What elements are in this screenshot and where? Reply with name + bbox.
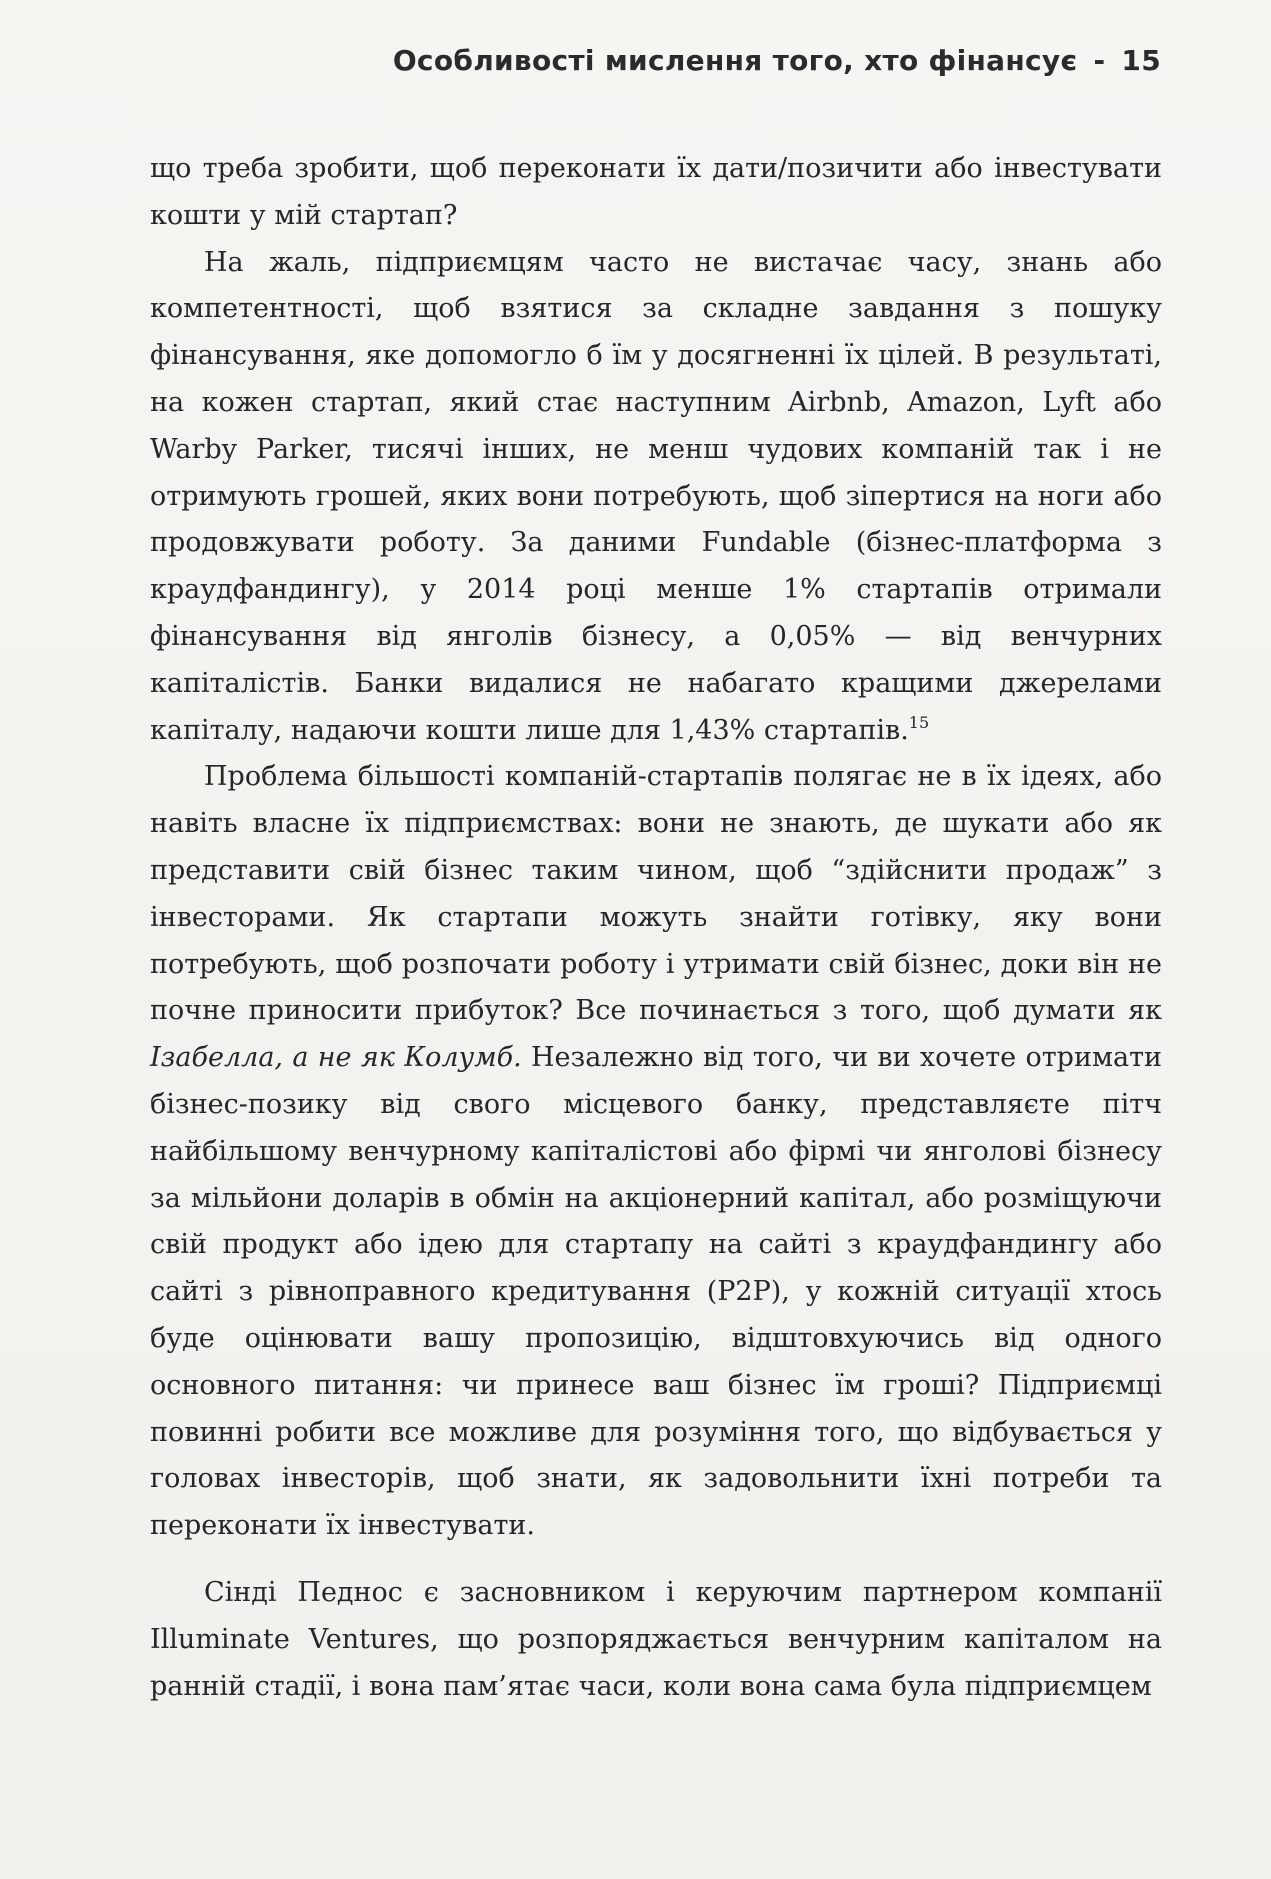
chapter-title: Особливості мислення того, хто фінансує: [392, 44, 1078, 77]
paragraph-text: Сінді Педнос є засновником і керуючим партнером компанії Illuminate Ventures, що розпоряджається венчурним капіталом на ранній стадії, і вона пам’ятає часи, коли вона сама була підприємцем: [150, 1576, 1162, 1702]
paragraph-cindy-padnos: [150, 1570, 1162, 1710]
paragraph-text: що треба зробити, щоб переконати їх дати/позичити або інвестувати кошти у мій стартап?: [150, 153, 1162, 231]
paragraph-text-before: Проблема більшості компаній-стартапів полягає не в їх ідеях, або навіть власне їх підприємствах: вони не знають, де шукати або як представити свій бізнес таким чином, щоб “здійснити продаж” з інвесторами. Як стартапи можуть знайти готівку, яку вони потребують, щоб розпочати роботу і утримати свій бізнес, доки він не почне приносити прибуток? Все починається з того, щоб думати як: [150, 761, 1162, 1027]
paragraph-funding-stats: [150, 240, 1162, 755]
footnote-ref: 15: [908, 712, 930, 732]
header-separator: -: [1093, 44, 1106, 77]
page-number: 15: [1121, 44, 1161, 77]
paragraph-text: На жаль, підприємцям часто не вистачає часу, знань або компетентності, щоб взятися за складне завдання з пошуку фінансування, яке допомогло б їм у досягненні їх цілей. В результаті, на кожен стартап, який стає наступним Airbnb, Amazon, Lyft або Warby Parker, тисячі інших, не менш чудових компаній так і не отримують грошей, яких вони потребують, щоб зіпертися на ноги або продовжувати роботу. За даними Fundable (бізнес-платформа з краудфандингу), у 2014 році менше 1% стартапів отримали фінансування від янголів бізнесу, а 0,05% — від венчурних капіталістів. Банки видалися не набагато кращими джерелами капіталу, надаючи кошти лише для 1,43% стартапів.: [150, 246, 1162, 746]
running-header: [150, 44, 1161, 77]
paragraph-italic-phrase: Ізабелла, а не як Колумб.: [150, 1042, 522, 1074]
body-text: [150, 146, 1162, 1710]
paragraph-continuation: [150, 146, 1162, 240]
paragraph-startup-problem: [150, 754, 1162, 1550]
paragraph-text-after: Незалежно від того, чи ви хочете отримати бізнес-позику від свого місцевого банку, представляєте пітч найбільшому венчурному капіталістові або фірмі чи янголові бізнесу за мільйони доларів в обмін на акціонерний капітал, або розміщуючи свій продукт або ідею для стартапу на сайті з краудфандингу або сайті з рівноправного кредитування (P2P), у кожній ситуації хтось буде оцінювати вашу пропозицію, відштовхуючись від одного основного питання: чи принесе ваш бізнес їм гроші? Підприємці повинні робити все можливе для розуміння того, що відбувається у головах інвесторів, щоб знати, як задовольнити їхні потреби та переконати їх інвестувати.: [150, 1042, 1162, 1542]
